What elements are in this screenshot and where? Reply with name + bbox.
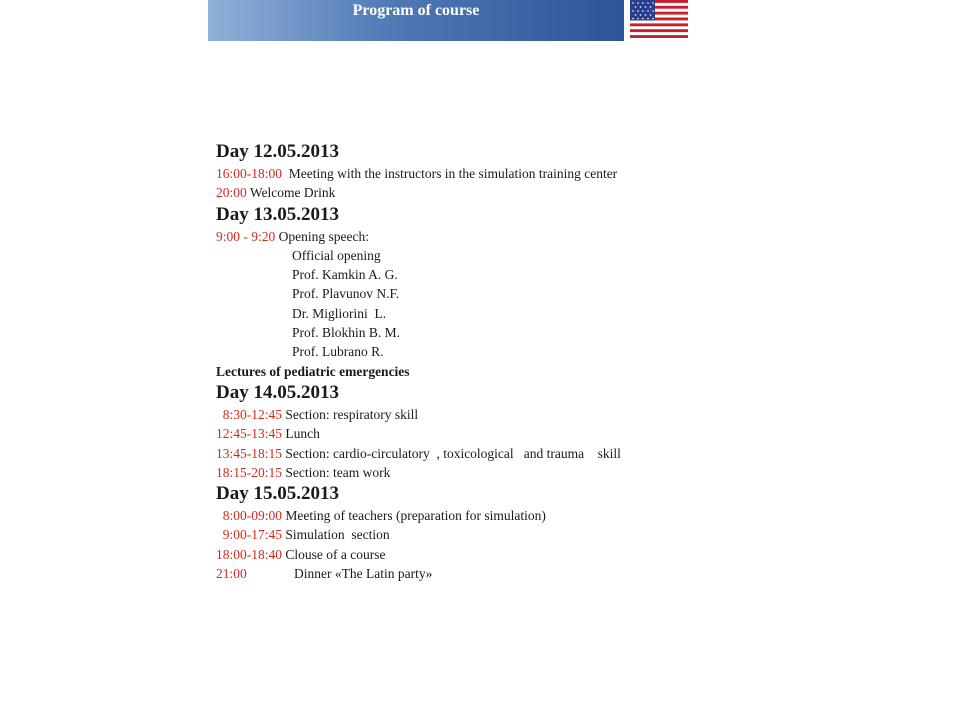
speaker-item: Prof. Blokhin B. M. [292,325,401,341]
item-text: Lunch [282,426,320,442]
item-time: 9:00-17:45 [216,527,282,543]
item-text: Meeting of teachers (preparation for simulation) [282,508,546,524]
item-text: Dinner «The Latin party» [246,566,433,582]
us-flag-icon [630,0,688,38]
speaker-item: Official opening [292,247,381,263]
schedule-item [216,227,756,246]
schedule-item [216,525,756,544]
day-section [216,140,756,203]
speaker-item: Prof. Lubrano R. [292,344,384,360]
speaker-item: Dr. Migliorini L. [292,305,387,321]
item-text: Simulation section [282,527,390,543]
schedule-item [216,463,756,482]
day-title: Day 15.05.2013 [216,483,339,505]
schedule-item [216,444,756,463]
item-time: 12:45-13:45 [216,426,282,442]
day-section [216,203,756,381]
schedule-item [216,424,756,443]
item-time: 18:00-18:40 [216,546,282,562]
item-text: Clouse of a course [282,546,386,562]
item-text: Welcome Drink [246,185,336,201]
item-time: 16:00-18:00 [216,166,282,181]
header-bar [208,0,624,41]
item-time: 21:00 [216,566,247,582]
program-content [216,140,756,583]
lectures-heading: Lectures of pediatric emergencies [216,363,410,379]
day-section [216,482,756,583]
schedule-item [216,564,756,583]
schedule-item [216,183,756,202]
item-time: 20:00 [216,185,247,201]
item-text: Section: cardio-circulatory , toxicological and trauma skill [282,445,621,461]
page-title: Program of course [352,2,480,19]
day-section [216,381,756,482]
speaker-item: Prof. Kamkin A. G. [292,267,398,283]
item-text: Section: team work [282,464,391,480]
day-title: Day 12.05.2013 [216,141,339,162]
item-text: Section: respiratory skill [282,406,419,422]
item-text: Meeting with the instructors in the simulation training center [282,166,618,181]
schedule-item [216,545,756,564]
item-time: 18:15-20:15 [216,464,282,480]
item-time: 13:45-18:15 [216,445,282,461]
item-time: 9:00 - 9:20 [216,228,276,244]
item-text: Opening speech: [275,228,369,244]
day-title: Day 13.05.2013 [216,203,339,225]
speaker-item: Prof. Plavunov N.F. [292,286,400,302]
day-title: Day 14.05.2013 [216,381,339,403]
schedule-item [216,164,756,183]
item-time: 8:00-09:00 [216,508,282,524]
schedule-item [216,506,756,525]
item-time: 8:30-12:45 [216,406,282,422]
schedule-item [216,405,756,424]
